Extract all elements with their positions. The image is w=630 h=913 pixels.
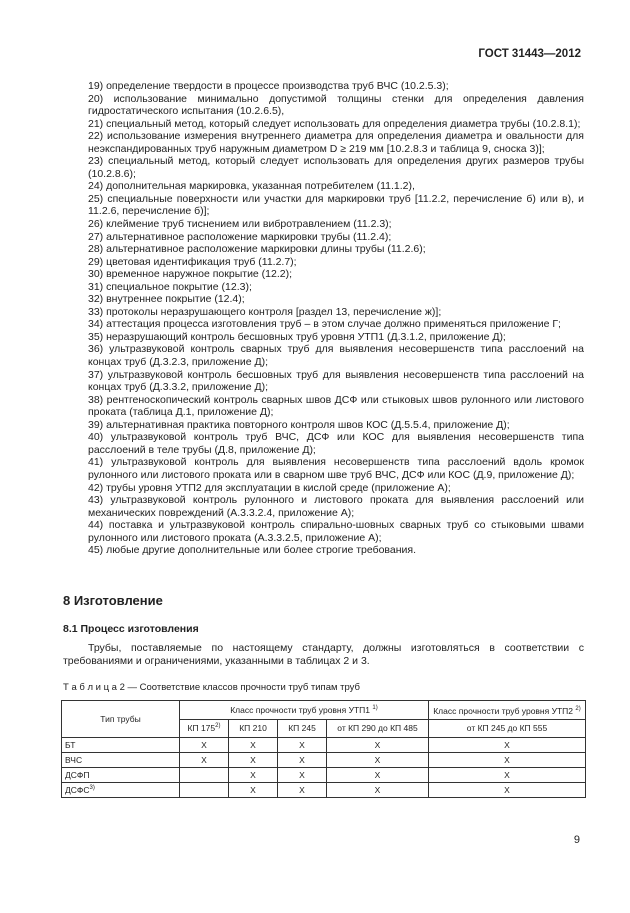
table-cell: Х	[180, 738, 229, 753]
list-item: 28) альтернативное расположение маркировки длины трубы (11.2.6);	[88, 243, 426, 256]
table-cell: Х	[429, 738, 586, 753]
list-item: 19) определение твердости в процессе производства труб ВЧС (10.2.5.3);	[88, 80, 449, 92]
list-item: 23) специальный метод, который следует использовать для определения других размеров трубы (10.2.8.6);	[88, 155, 584, 180]
table-cell: Х	[229, 783, 278, 798]
list-item: 30) временное наружное покрытие (12.2);	[88, 268, 293, 281]
table-header-type: Тип трубы	[62, 701, 180, 738]
list-item: 39) альтернативная практика повторного контроля швов КОС (Д.5.5.4, приложение Д);	[88, 418, 510, 431]
table-cell: Х	[429, 753, 586, 768]
list-item: 32) внутреннее покрытие (12.4);	[88, 293, 245, 306]
table-cell: Х	[429, 768, 586, 783]
table-cell: Х	[429, 783, 586, 798]
table-cell: Х	[278, 738, 327, 753]
list-item: 27) альтернативное расположение маркировки трубы (11.2.4);	[88, 230, 392, 243]
table-cell: Х	[278, 768, 327, 783]
table-cell: Х	[278, 753, 327, 768]
requirements-list	[88, 80, 584, 557]
list-item: 24) дополнительная маркировка, указанная потребителем (11.1.2),	[88, 180, 415, 193]
list-item: 25) специальные поверхности или участки для маркировки труб [11.2.2, перечисление б) или в), и 11.2.6, перечисление б)];	[88, 192, 584, 218]
list-item: 45) любые другие дополнительные или более строгие требования.	[88, 544, 416, 557]
table-cell: Х	[180, 753, 229, 768]
subsection-title: 8.1 Процесс изготовления	[63, 623, 199, 635]
table-header-group1: Класс прочности труб уровня УТП1 $^{1)}$	[180, 701, 429, 720]
list-item: 29) цветовая идентификация труб (11.2.7);	[88, 255, 297, 268]
table-cell: Х	[327, 783, 429, 798]
table-subheader: КП 210	[229, 719, 278, 738]
list-item: 31) специальное покрытие (12.3);	[88, 280, 252, 293]
table-row	[62, 753, 586, 768]
row-type: ВЧС	[62, 753, 180, 768]
list-item: 35) неразрушающий контроль бесшовных труб уровня УТП1 (Д.3.1.2, приложение Д);	[88, 330, 506, 343]
list-item: 33) протоколы неразрушающего контроля [раздел 13, перечисление ж)];	[88, 305, 442, 318]
list-item: 37) ультразвуковой контроль бесшовных труб для выявления несовершенств типа расслоений на концах труб (Д.3.3.2, приложение Д);	[88, 368, 584, 394]
list-item: 42) трубы уровня УТП2 для эксплуатации в кислой среде (приложение А);	[88, 481, 451, 494]
table-row	[62, 738, 586, 753]
document-header: ГОСТ 31443—2012	[478, 48, 581, 60]
list-item: 41) ультразвуковой контроль для выявления несовершенств типа расслоений вдоль кромок рулонного или листового проката или в сварном шве труб ВЧС, ДСФ или КОС (Д.9, приложение Д);	[88, 456, 584, 481]
table-subheader: от КП 290 до КП 485	[327, 719, 429, 738]
row-type: ДСФС$^{3)}$	[62, 783, 180, 798]
table-row	[62, 783, 586, 798]
page-number: 9	[573, 834, 580, 846]
list-item: 43) ультразвуковой контроль рулонного и листового проката для выявления расслоений или механических повреждений (А.3.3.2.4, приложение А);	[88, 494, 584, 519]
table-caption: Т а б л и ц а 2 — Соответствие классов прочности труб типам труб	[63, 682, 360, 693]
table-cell: Х	[327, 738, 429, 753]
table-cell: Х	[327, 753, 429, 768]
list-item: 21) специальный метод, который следует использовать для определения диаметра трубы (10.2.8.1);	[88, 117, 581, 130]
strength-class-table	[61, 700, 586, 798]
table-subheader: КП 175$^{2)}$	[180, 719, 229, 738]
list-item: 22) использование измерения внутреннего диаметра для определения диаметра и овальности для неэкспандированных труб наружным диаметром D ≥ 219 мм [10.2.8.3 и таблица 9, сноска 3)];	[88, 130, 584, 155]
table-subheader: от КП 245 до КП 555	[429, 719, 586, 738]
table-cell: Х	[229, 753, 278, 768]
list-item: 44) поставка и ультразвуковой контроль спирально-шовных сварных труб со стыковыми швами рулонного или листового проката (А.3.3.2.5, приложение А);	[88, 519, 584, 544]
table-cell	[180, 768, 229, 783]
row-type: БТ	[62, 738, 180, 753]
table-cell: Х	[229, 768, 278, 783]
list-item: 40) ультразвуковой контроль труб ВЧС, ДСФ или КОС для выявления несовершенств типа расслоений в теле трубы (Д.8, приложение Д);	[88, 431, 584, 456]
list-item: 20) использование минимально допустимой толщины стенки для определения давления гидростатического испытания (10.2.6.5),	[88, 92, 584, 118]
table-cell	[180, 783, 229, 798]
list-item: 34) аттестация процесса изготовления труб – в этом случае должно применяться приложение Г;	[88, 318, 561, 331]
table-row	[62, 768, 586, 783]
table-cell: Х	[327, 768, 429, 783]
table-cell: Х	[229, 738, 278, 753]
section-title: 8 Изготовление	[63, 593, 163, 608]
list-item: 36) ультразвуковой контроль сварных труб для выявления несовершенств типа расслоений на концах труб (Д.3.2.3, приложение Д);	[88, 343, 584, 369]
table-header-group2: Класс прочности труб уровня УТП2 $^{2)}$	[429, 701, 586, 720]
row-type: ДСФП	[62, 768, 180, 783]
section-paragraph: Трубы, поставляемые по настоящему стандарту, должны изготовляться в соответствии с требованиями и ограничениями, указанными в таблицах 2 и 3.	[63, 642, 584, 667]
table-subheader: КП 245	[278, 719, 327, 738]
list-item: 38) рентгеноскопический контроль сварных швов ДСФ или стыковых швов рулонного или листового проката (таблица Д.1, приложение Д);	[88, 393, 584, 419]
list-item: 26) клеймение труб тиснением или вибротравлением (11.2.3);	[88, 218, 392, 231]
table-cell: Х	[278, 783, 327, 798]
